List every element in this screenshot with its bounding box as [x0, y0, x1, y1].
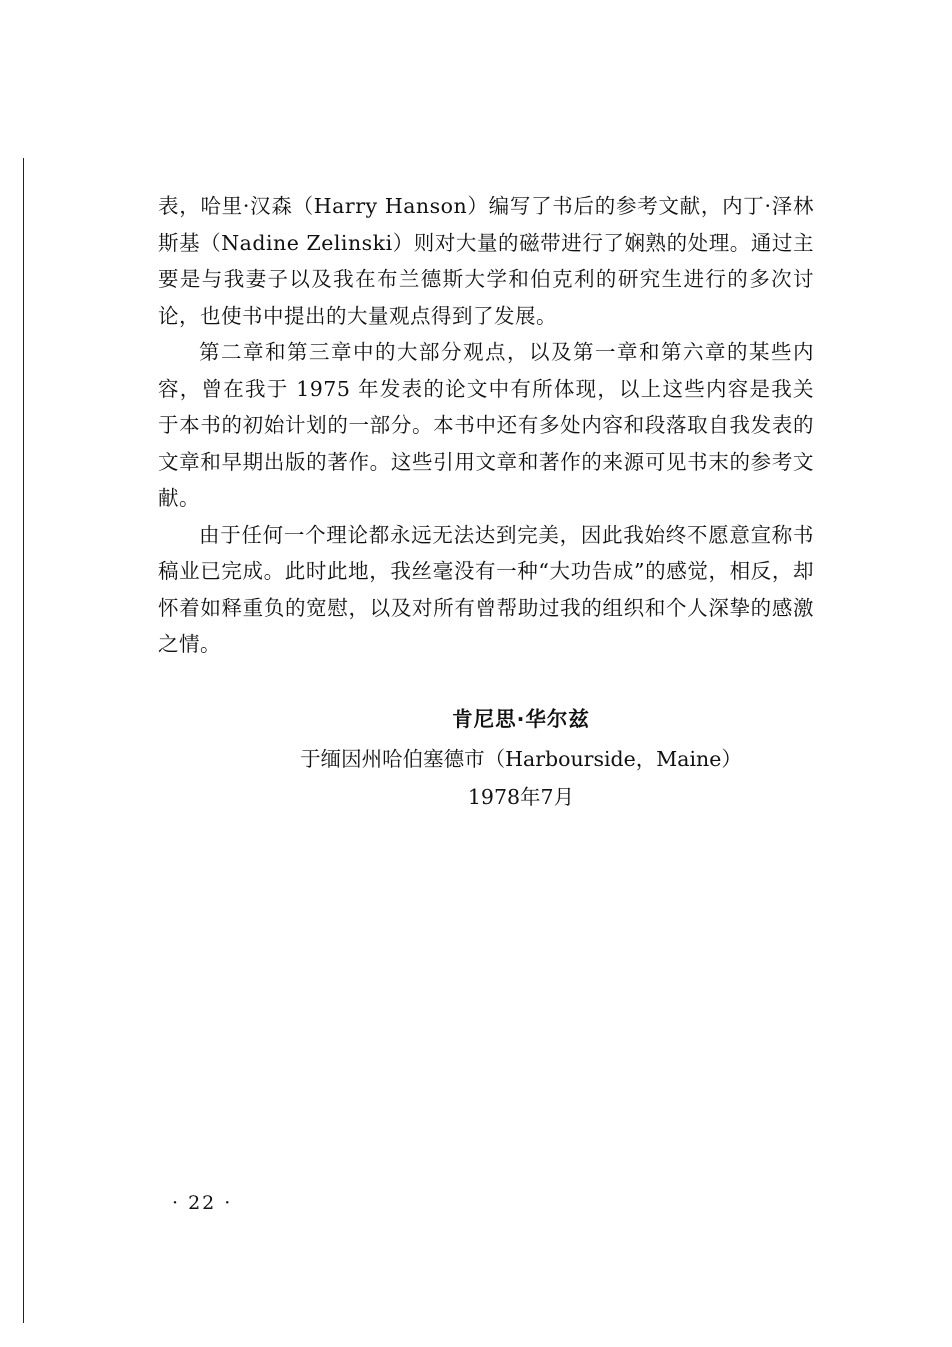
- signature-name: 肯尼思·华尔兹: [452, 707, 590, 731]
- body-text: [158, 188, 814, 663]
- signature-date: 1978年7月: [467, 785, 575, 809]
- page-margin-rule: [23, 158, 24, 1323]
- signature-place: 于缅因州哈伯塞德市（Harbourside，Maine）: [300, 747, 742, 771]
- page-number: · 22 ·: [172, 1192, 233, 1214]
- paragraph-1: 表，哈里·汉森（Harry Hanson）编写了书后的参考文献，内丁·泽林斯基（Nadine Zelinski）则对大量的磁带进行了娴熟的处理。通过主要是与我妻子以及我在布兰德斯大学和伯克利的研究生进行的多次讨论，也使书中提出的大量观点得到了发展。: [158, 194, 814, 328]
- paragraph-2: 第二章和第三章中的大部分观点，以及第一章和第六章的某些内容，曾在我于 1975 年发表的论文中有所体现，以上这些内容是我关于本书的初始计划的一部分。本书中还有多处内容和段落取自我发表的文章和早期出版的著作。这些引用文章和著作的来源可见书末的参考文献。: [158, 340, 814, 510]
- paragraph-3: 由于任何一个理论都永远无法达到完美，因此我始终不愿意宣称书稿业已完成。此时此地，我丝毫没有一种“大功告成”的感觉，相反，却怀着如释重负的宽慰，以及对所有曾帮助过我的组织和个人深挚的感激之情。: [158, 522, 814, 656]
